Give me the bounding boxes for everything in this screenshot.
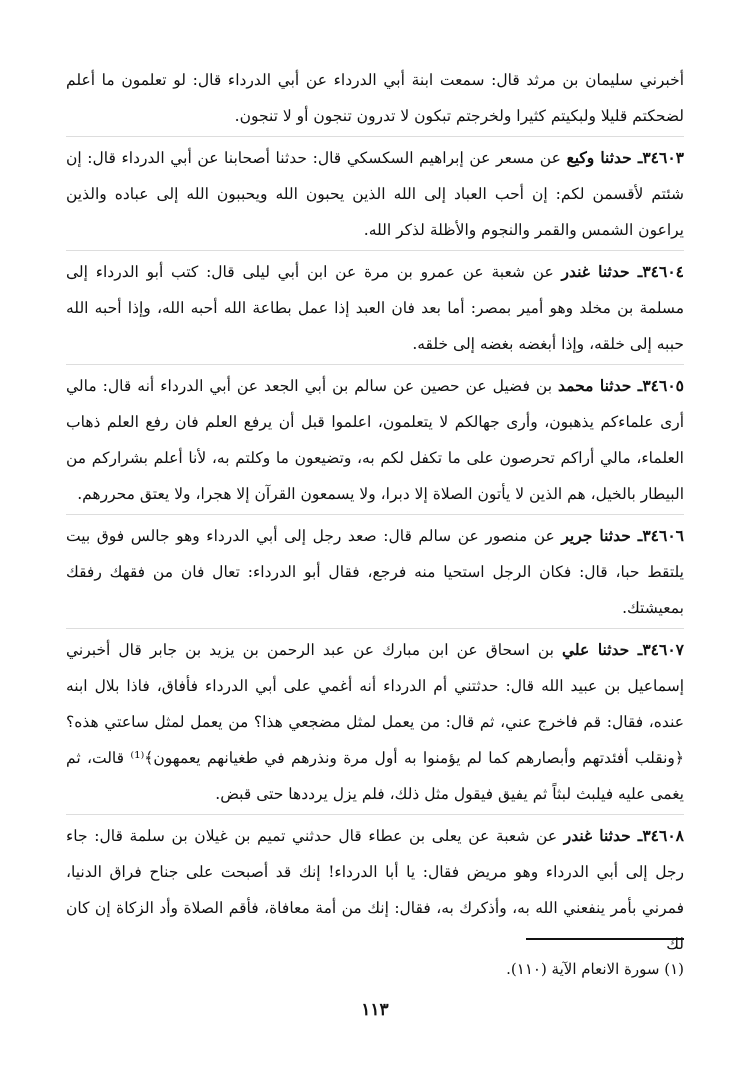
hadith-lead: ـ حدثنا غندر [563,826,643,845]
hadith-number: ٣٤٦٠٦ [642,526,684,545]
hadith-34603 [66,136,684,248]
hadith-number: ٣٤٦٠٤ [642,262,684,281]
hadith-34604 [66,250,684,362]
hadith-34606 [66,514,684,626]
footnote: (١) سورة الانعام الآية (١١٠). [506,960,684,978]
hadith-lead: ـ حدثنا غندر [561,262,643,281]
hadith-lead: ـ حدثنا جرير [561,526,643,545]
hadith-34605 [66,364,684,512]
footnote-divider [526,938,684,940]
hadith-lead: ـ حدثنا محمد [558,376,643,395]
hadith-text: عن منصور عن سالم قال: صعد رجل إلى أبي الدرداء وهو جالس فوق بيت يلتقط حبا، قال: فكان الرجل استحيا منه فرجع، فقال أبو الدرداء: تعال فان من فقهك رفقك بمعيشتك. [66,527,684,617]
hadith-number: ٣٤٦٠٨ [642,826,684,845]
hadith-text: بن فضيل عن حصين عن سالم بن أبي الجعد عن أبي الدرداء أنه قال: مالي أرى علماءكم يذهبون، وأرى جهالكم لا يتعلمون، اعلموا قبل أن يرفع العلم فان رفع العلم ذهاب العلماء، مالي أراكم تحرصون على ما تكفل لكم به، وتضيعون ما وكلتم به، لأنا أعلم بشراركم من البيطار بالخيل، هم الذين لا يأتون الصلاة إلا دبرا، ولا يسمعون القرآن إلا هجرا، ولا يعتق محررهم. [66,377,684,503]
paragraph-1-text: أخبرني سليمان بن مرثد قال: سمعت ابنة أبي الدرداء عن أبي الدرداء قال: لو تعلمون ما أعلم لضحكتم قليلا ولبكيتم كثيرا ولخرجتم تبكون لا تدرون تنجون أو لا تنجون. [66,71,684,125]
hadith-number: ٣٤٦٠٧ [642,640,684,659]
hadith-number: ٣٤٦٠٣ [642,148,684,167]
hadith-lead: ـ حدثنا علي [562,640,643,659]
hadith-lead: ـ حدثنا وكيع [566,148,643,167]
hadith-text: عن مسعر عن إبراهيم السكسكي قال: حدثنا أصحابنا عن أبي الدرداء قال: إن شئتم لأقسمن لكم: إن أحب العباد إلى الله الذين يحبون الله ويحببون الله إلى عباده والذين يراعون الشمس والقمر والنجوم والأظلة لذكر الله. [66,149,684,239]
hadith-text: بن اسحاق عن ابن مبارك عن عبد الرحمن بن يزيد بن جابر قال أخبرني إسماعيل بن عبيد الله قال: حدثتني أم الدرداء أنه أغمي على أبي الدرداء فأفاق، فاذا بلال ابنه عنده، فقال: قم فاخرج عني، ثم قال: من يعمل لمثل مضجعي هذا؟ من يعمل لمثل ساعتي هذه؟﴿ونقلب أفئدتهم وأبصارهم كما لم يؤمنوا به أول مرة ونذرهم في طغيانهم يعمهون﴾⁽¹⁾ قالت، ثم يغمى عليه فيلبث لبثاً ثم يفيق فيقول مثل ذلك، فلم يزل يرددها حتى قبض. [66,641,685,803]
hadith-text: عن شعبة عن يعلى بن عطاء قال حدثني تميم بن غيلان بن سلمة قال: جاء رجل إلى أبي الدرداء وهو مريض فقال: يا أبا الدرداء! إنك قد أصبحت على جناح فراق الدنيا، فمرني بأمر ينفعني الله به، وأذكرك به، فقال: إنك من أمة معافاة، فأقم الصلاة وأد الزكاة إن كان لك [66,827,684,953]
page-number: ١١٣ [361,1000,389,1020]
hadith-text: عن شعبة عن عمرو بن مرة عن ابن أبي ليلى قال: كتب أبو الدرداء إلى مسلمة بن مخلد وهو أمير بمصر: أما بعد فان العبد إذا عمل بطاعة الله أحبه الله، وإذا أحبه الله حببه إلى خلقه، وإذا أبغضه بغضه إلى خلقه. [66,263,684,353]
paragraph-1 [66,62,684,134]
hadith-number: ٣٤٦٠٥ [642,376,684,395]
main-text [66,62,684,962]
hadith-34607 [66,628,684,812]
